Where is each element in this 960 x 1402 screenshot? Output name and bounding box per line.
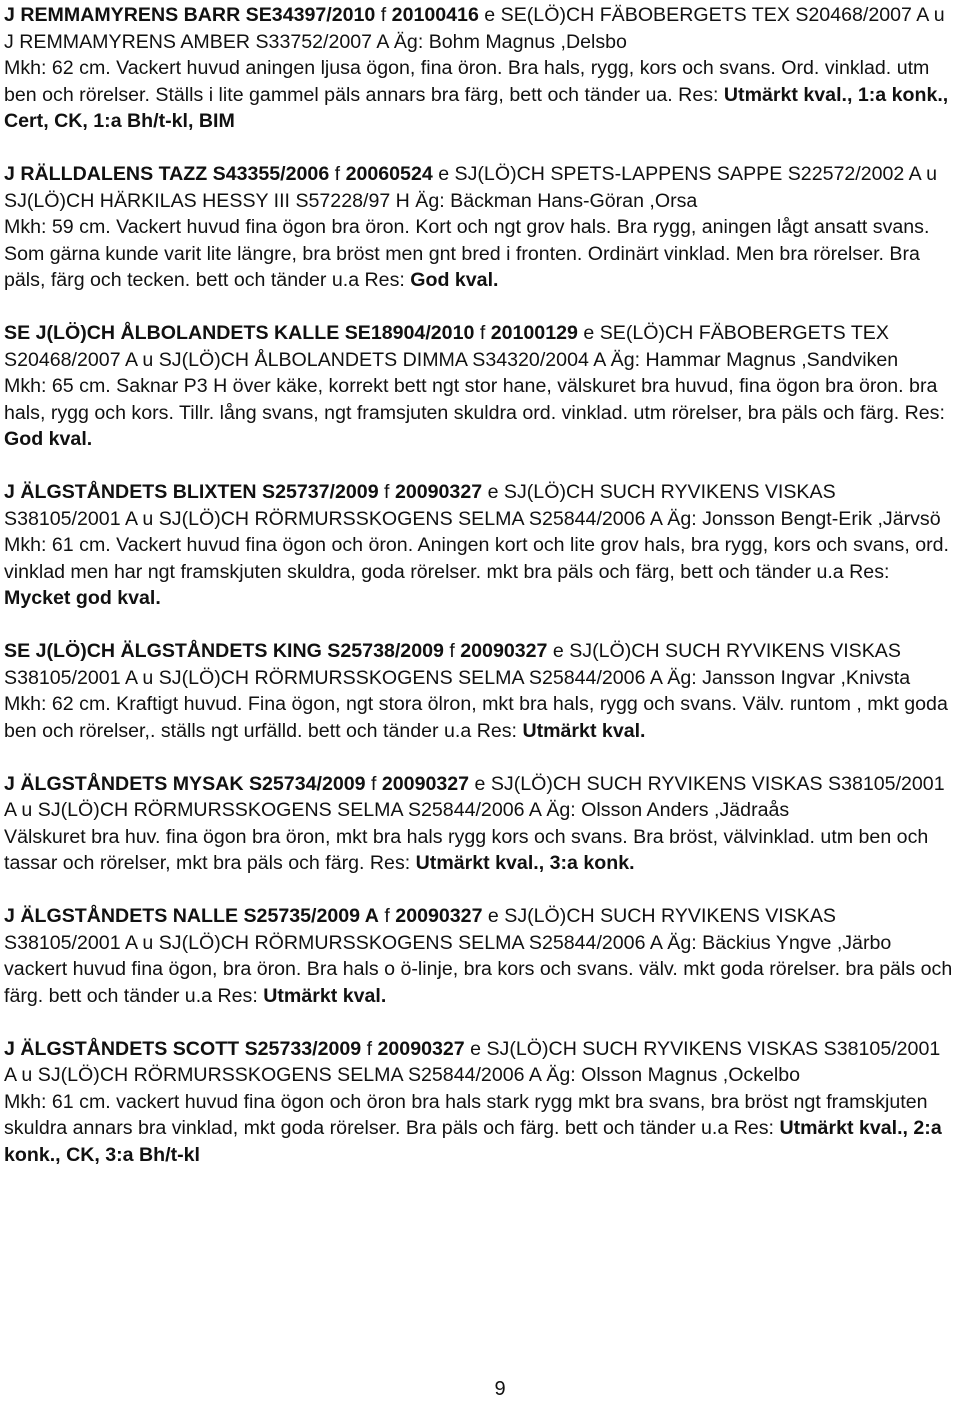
entry-critique <box>4 956 956 1009</box>
critique-text: Välskuret bra huv. fina ögon bra öron, mkt bra hals rygg kors och svans. Bra bröst, välvinklad. utm ben och tassar och rörelser, mkt bra päls och färg. Res: <box>4 825 929 874</box>
parents-owner: e SJ(LÖ)CH SUCH RYVIKENS VISKAS S38105/2001 A u SJ(LÖ)CH RÖRMURSSKOGENS SELMA S25844/2006 A Äg: Jansson Ingvar ,Knivsta <box>4 640 911 689</box>
dog-title: J ÄLGSTÅNDETS BLIXTEN S25737/2009 <box>4 481 379 503</box>
dog-title: J ÄLGSTÅNDETS NALLE S25735/2009 A <box>4 905 379 927</box>
parents-owner: e SJ(LÖ)CH SUCH RYVIKENS VISKAS S38105/2001 A u SJ(LÖ)CH RÖRMURSSKOGENS SELMA S25844/2006 A Äg: Olsson Anders ,Jädraås <box>4 772 945 821</box>
born-prefix: f <box>443 640 461 662</box>
dog-entry <box>4 903 956 1009</box>
entry-header <box>4 1036 956 1089</box>
entry-header <box>4 771 956 824</box>
result-text: God kval. <box>4 428 93 450</box>
dog-title: J REMMAMYRENS BARR SE34397/2010 <box>4 4 376 26</box>
entry-critique <box>4 532 956 612</box>
parents-owner: e SJ(LÖ)CH SUCH RYVIKENS VISKAS S38105/2001 A u SJ(LÖ)CH RÖRMURSSKOGENS SELMA S25844/2006 A Äg: Jonsson Bengt-Erik ,Järvsö <box>4 481 941 530</box>
parents-owner: e SJ(LÖ)CH SUCH RYVIKENS VISKAS S38105/2001 A u SJ(LÖ)CH RÖRMURSSKOGENS SELMA S25844/2006 A Äg: Olsson Magnus ,Ockelbo <box>4 1037 941 1086</box>
born-prefix: f <box>365 772 382 795</box>
entry-critique <box>4 1089 956 1169</box>
entry-critique <box>4 214 956 294</box>
birth-date: 20090327 <box>395 905 483 927</box>
born-prefix: f <box>474 322 491 344</box>
result-text: Utmärkt kval. <box>522 719 646 742</box>
entry-critique <box>4 55 956 135</box>
entry-header <box>4 638 956 691</box>
critique-text: Mkh: 62 cm. Vackert huvud aningen ljusa ögon, fina öron. Bra hals, rygg, kors och svans. Ord. vinklad. utm ben och rörelser. Ställs i lite gammel päls annars bra färg, bett och tänder ua. Res: <box>4 57 930 106</box>
entry-critique <box>4 824 956 877</box>
dog-entry <box>4 320 956 453</box>
entry-header <box>4 479 956 532</box>
critique-text: Mkh: 62 cm. Kraftigt huvud. Fina ögon, ngt stora ölron, mkt bra hals, rygg och svans. Välv. runtom , mkt goda ben och rörelser,. ställs ngt urfälld. bett och tänder u.a Res: <box>4 693 948 742</box>
born-prefix: f <box>361 1037 378 1060</box>
birth-date: 20100129 <box>490 322 578 344</box>
dog-title: J ÄLGSTÅNDETS SCOTT S25733/2009 <box>4 1037 362 1060</box>
critique-text: Mkh: 65 cm. Saknar P3 H över käke, korrekt bett ngt stor hane, välskuret bra huvud, fina ögon bra öron. bra hals, rygg och kors. Tillr. lång svans, ngt framsjuten skuldra ord. vinklad. utm rörelser, bra päls och färg. Res: <box>4 375 945 424</box>
parents-owner: e SE(LÖ)CH FÄBOBERGETS TEX S20468/2007 A u J REMMAMYRENS AMBER S33752/2007 A Äg: Bohm Magnus ,Delsbo <box>4 4 945 53</box>
parents-owner: e SJ(LÖ)CH SUCH RYVIKENS VISKAS S38105/2001 A u SJ(LÖ)CH RÖRMURSSKOGENS SELMA S25844/2006 A Äg: Bäckius Yngve ,Järbo <box>4 905 892 954</box>
dog-title: J ÄLGSTÅNDETS MYSAK S25734/2009 <box>4 772 366 795</box>
result-text: Utmärkt kval., 3:a konk. <box>415 852 635 874</box>
dog-entry <box>4 479 956 612</box>
dog-entry <box>4 771 956 877</box>
result-text: Utmärkt kval. <box>263 984 387 1007</box>
birth-date: 20090327 <box>377 1037 465 1060</box>
birth-date: 20090327 <box>394 481 483 503</box>
born-prefix: f <box>375 4 392 26</box>
dog-entry <box>4 161 956 294</box>
entry-critique <box>4 691 956 744</box>
born-prefix: f <box>378 481 395 503</box>
entry-header <box>4 161 956 214</box>
result-text: Mycket god kval. <box>4 587 161 609</box>
born-prefix: f <box>378 905 396 927</box>
entry-header <box>4 903 956 956</box>
birth-date: 20090327 <box>460 640 548 662</box>
critique-text: Mkh: 59 cm. Vackert huvud fina ögon bra öron. Kort och ngt grov hals. Bra rygg, aningen lågt ansatt svans. Som gärna kunde varit lite längre, bra bröst men gnt bred i fronten. Ordinärt vinklad. Men bra rörelser. Bra päls, färg och tecken. bett och tänder u.a Res: <box>4 216 930 291</box>
birth-date: 20060524 <box>345 163 433 185</box>
dog-title: SE J(LÖ)CH ÅLBOLANDETS KALLE SE18904/2010 <box>4 322 475 344</box>
result-text: God kval. <box>410 269 499 291</box>
birth-date: 20100416 <box>391 4 479 26</box>
result-text: Utmärkt kval., 2:a konk., CK, 3:a Bh/t-kl <box>4 1117 942 1166</box>
birth-date: 20090327 <box>381 772 470 795</box>
dog-title: SE J(LÖ)CH ÄLGSTÅNDETS KING S25738/2009 <box>4 640 444 662</box>
critique-text: Mkh: 61 cm. Vackert huvud fina ögon och öron. Aningen kort och lite grov hals, bra rygg, kors och svans, ord. vinklad men har ngt framskjuten skuldra, goda rörelser. mkt bra päls och färg, bett och tänder u.a Res: <box>4 534 949 583</box>
parents-owner: e SE(LÖ)CH FÄBOBERGETS TEX S20468/2007 A u SJ(LÖ)CH ÅLBOLANDETS DIMMA S34320/2004 A Äg: Hammar Magnus ,Sandviken <box>4 322 899 371</box>
dog-entry <box>4 2 956 135</box>
entry-critique <box>4 373 956 453</box>
document-page <box>4 2 956 1195</box>
dog-title: J RÄLLDALENS TAZZ S43355/2006 <box>4 163 330 185</box>
critique-text: Mkh: 61 cm. vackert huvud fina ögon och öron bra hals stark rygg mkt bra svans, bra bröst ngt framskjuten skuldra annars bra vinklad, mkt goda rörelser. Bra päls och färg. bett och tänder u.a Res: <box>4 1090 928 1139</box>
born-prefix: f <box>329 163 346 185</box>
dog-entry <box>4 638 956 744</box>
dog-entry <box>4 1036 956 1169</box>
page-number: 9 <box>494 1378 506 1400</box>
result-text: Utmärkt kval., 1:a konk., Cert, CK, 1:a Bh/t-kl, BIM <box>4 83 949 132</box>
entry-header <box>4 2 956 55</box>
parents-owner: e SJ(LÖ)CH SPETS-LAPPENS SAPPE S22572/2002 A u SJ(LÖ)CH HÄRKILAS HESSY III S57228/97 H Äg: Bäckman Hans-Göran ,Orsa <box>4 163 938 212</box>
critique-text: vackert huvud fina ögon, bra öron. Bra hals o ö-linje, bra kors och svans. välv. mkt goda rörelser. bra päls och färg. bett och tänder u.a Res: <box>4 958 953 1007</box>
entry-header <box>4 320 956 373</box>
